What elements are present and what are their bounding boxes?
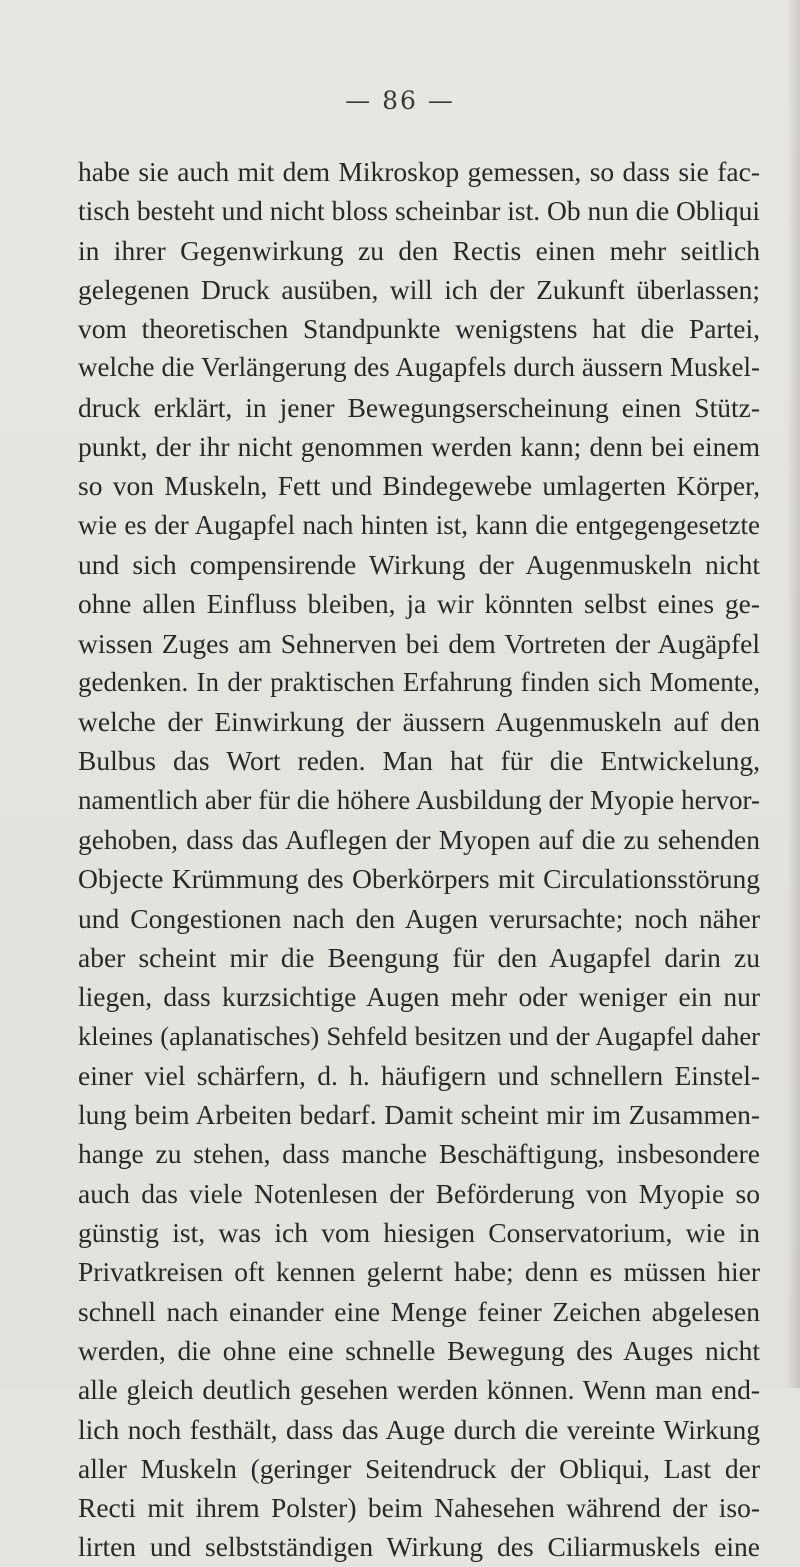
text-line: tisch besteht und nicht bloss scheinbar ist. Ob nun die Obliqui: [78, 195, 761, 227]
text-line: aber scheint mir die Beengung für den Augapfel darin zu: [78, 941, 760, 973]
text-line: Recti mit ihrem Polster) beim Nahesehen während der iso-: [78, 1492, 760, 1524]
text-line: gehoben, dass das Auflegen der Myopen auf die zu sehenden: [78, 824, 760, 856]
text-line: Privatkreisen oft kennen gelernt habe; denn es müssen hier: [78, 1256, 760, 1288]
text-line: welche der Einwirkung der äussern Augenmuskeln auf den: [78, 706, 760, 738]
text-line: auch das viele Notenlesen der Beförderung von Myopie so: [78, 1177, 760, 1209]
text-line: ohne allen Einfluss bleiben, ja wir könnten selbst eines ge-: [78, 588, 760, 620]
text-line: günstig ist, was ich vom hiesigen Conservatorium, wie in: [78, 1217, 760, 1249]
text-line: Bulbus das Wort reden. Man hat für die Entwickelung,: [78, 745, 760, 777]
text-line: gelegenen Druck ausüben, will ich der Zukunft überlassen;: [78, 273, 760, 305]
text-line: wissen Zuges am Sehnerven bei dem Vortreten der Augäpfel: [78, 627, 760, 659]
text-line: namentlich aber für die höhere Ausbildung der Myopie hervor-: [78, 784, 760, 815]
text-line: schnell nach einander eine Menge feiner Zeichen abgelesen: [78, 1295, 760, 1327]
page-number: — 86 —: [345, 86, 455, 115]
text-line: einer viel schärfern, d. h. häufigern und schnellern Einstel-: [78, 1059, 760, 1091]
text-line: hange zu stehen, dass manche Beschäftigung, insbesondere: [78, 1138, 760, 1170]
text-line: lich noch festhält, dass das Auge durch die vereinte Wirkung: [78, 1413, 760, 1445]
text-line: so von Muskeln, Fett und Bindegewebe umlagerten Körper,: [78, 470, 760, 502]
text-line: lirten und selbstständigen Wirkung des Ciliarmuskels eine: [78, 1531, 760, 1563]
page-edge-shadow: [786, 0, 800, 1388]
text-line: und Congestionen nach den Augen verursachte; noch näher: [78, 902, 760, 934]
text-line: vom theoretischen Standpunkte wenigstens hat die Partei,: [78, 313, 760, 345]
text-line: Objecte Krümmung des Oberkörpers mit Circulationsstörung: [78, 863, 760, 895]
text-line: und sich compensirende Wirkung der Augenmuskeln nicht: [78, 548, 760, 580]
text-line: wie es der Augapfel nach hinten ist, kann die entgegengesetzte: [78, 509, 760, 540]
text-line: lung beim Arbeiten bedarf. Damit scheint mir im Zusammen-: [78, 1099, 760, 1131]
text-line: gedenken. In der praktischen Erfahrung finden sich Momente,: [78, 666, 760, 697]
text-line: alle gleich deutlich gesehen werden können. Wenn man end-: [78, 1374, 760, 1406]
text-line: liegen, dass kurzsichtige Augen mehr oder weniger ein nur: [78, 981, 760, 1013]
text-line: druck erklärt, in jener Bewegungserscheinung einen Stütz-: [78, 391, 760, 423]
text-line: kleines (aplanatisches) Sehfeld besitzen und der Augapfel daher: [78, 1020, 760, 1051]
body-text: [78, 152, 760, 1567]
text-line: welche die Verlängerung des Augapfels durch äussern Muskel-: [78, 352, 760, 383]
text-line: habe sie auch mit dem Mikroskop gemessen, so dass sie fac-: [78, 156, 760, 187]
text-line: aller Muskeln (geringer Seitendruck der Obliqui, Last der: [78, 1452, 760, 1484]
text-line: in ihrer Gegenwirkung zu den Rectis einen mehr seitlich: [78, 234, 760, 266]
text-line: werden, die ohne eine schnelle Bewegung des Auges nicht: [78, 1334, 760, 1366]
text-line: punkt, der ihr nicht genommen werden kann; denn bei einem: [78, 431, 760, 463]
